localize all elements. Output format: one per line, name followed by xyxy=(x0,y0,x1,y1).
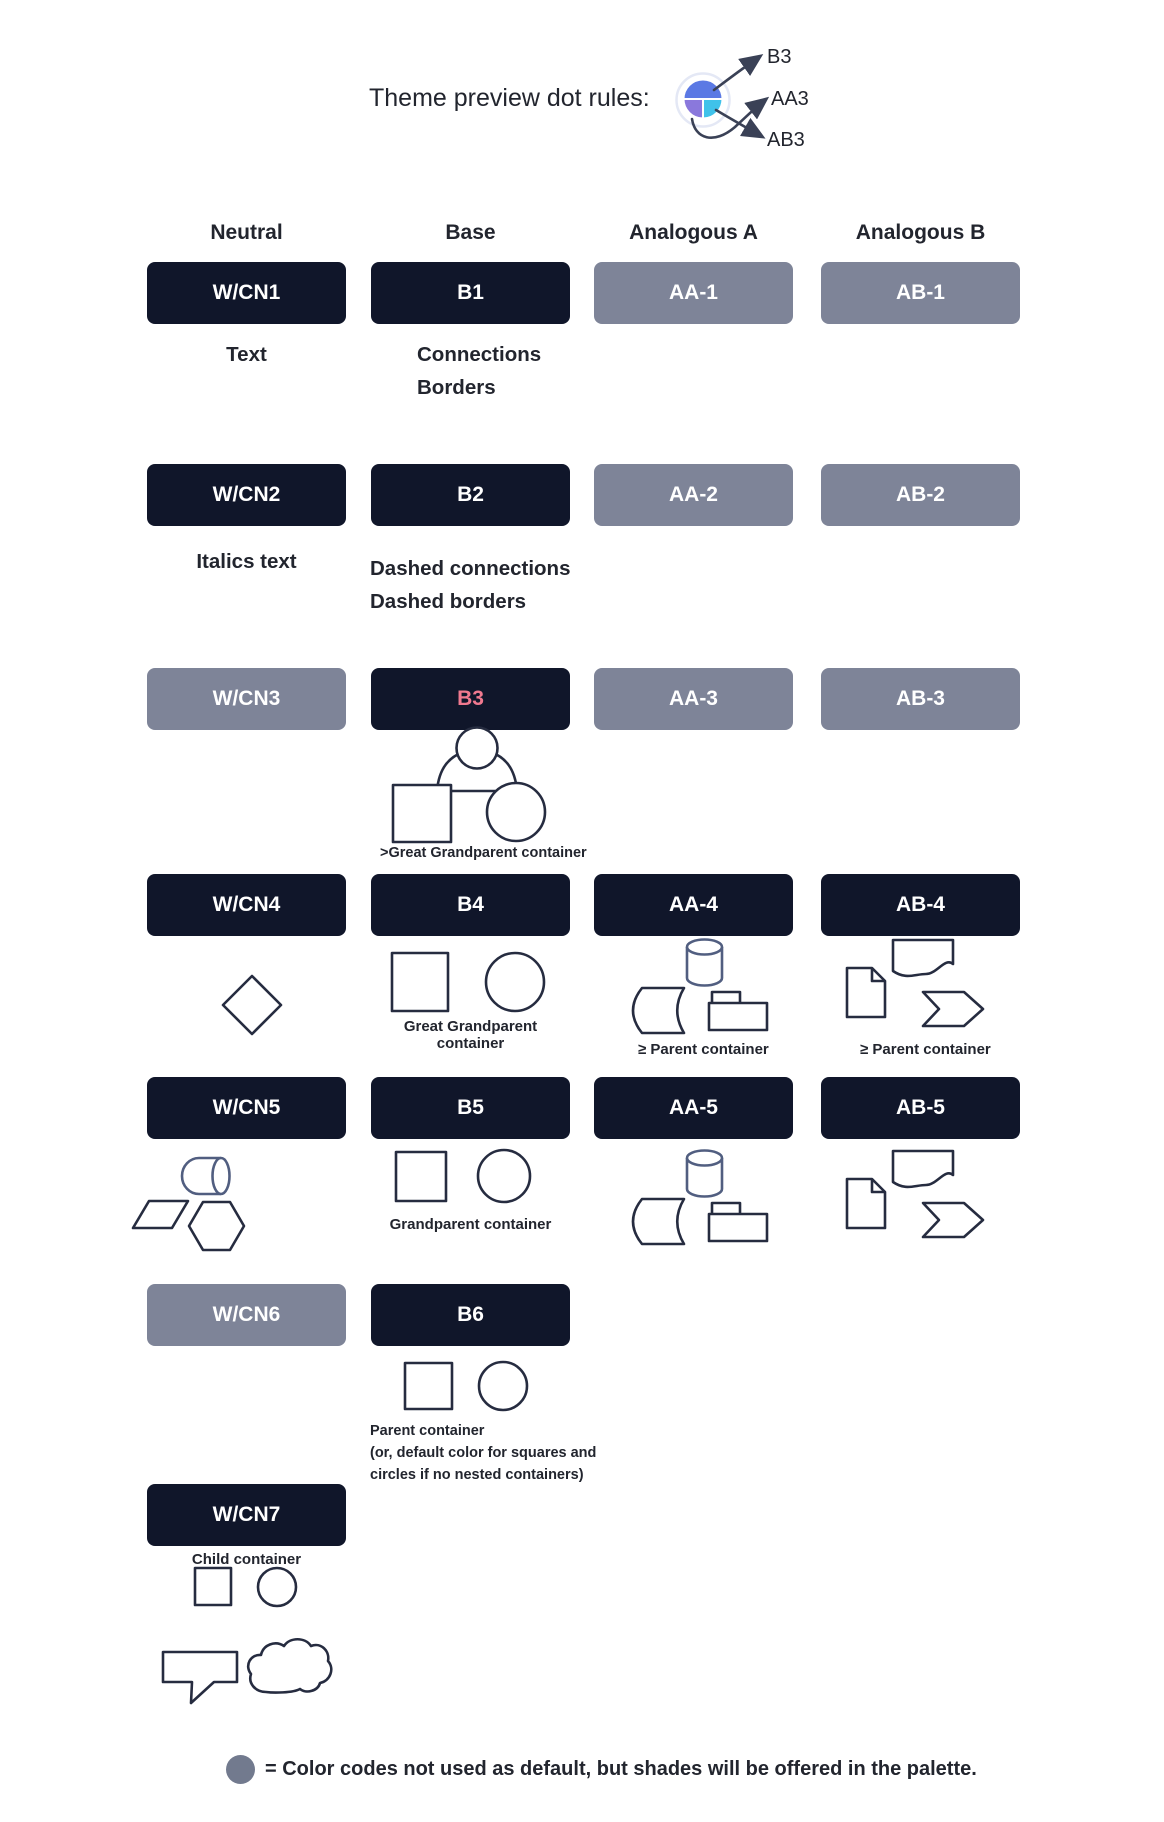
circle-shape xyxy=(487,783,545,841)
swatch-wcn2[interactable]: W/CN2 xyxy=(147,464,346,526)
circle-shape xyxy=(479,1362,527,1410)
wcn7-shapes xyxy=(163,1568,331,1703)
square-shape xyxy=(195,1568,231,1605)
speech-bubble-shape xyxy=(163,1652,237,1703)
swatch-ab1[interactable]: AB-1 xyxy=(821,262,1020,324)
caption-parent-b6-line3: circles if no nested containers) xyxy=(370,1467,584,1483)
theme-preview-dot xyxy=(677,57,766,138)
legend xyxy=(226,1755,977,1784)
b4-container-shapes xyxy=(392,953,544,1011)
swatch-ab2[interactable]: AB-2 xyxy=(821,464,1020,526)
wcn5-shapes xyxy=(133,1158,244,1250)
swatch-b1[interactable]: B1 xyxy=(371,262,570,324)
swatch-aa3[interactable]: AA-3 xyxy=(594,668,793,730)
ab4-shapes xyxy=(847,940,983,1026)
horizontal-cylinder-end-shape xyxy=(213,1158,230,1194)
swatch-aa4[interactable]: AA-4 xyxy=(594,874,793,936)
dot-rule-label-b3: B3 xyxy=(767,46,792,68)
caption-parent-aa4: ≥ Parent container xyxy=(638,1041,769,1058)
note-dashed-borders: Dashed borders xyxy=(370,590,527,613)
caption-parent-ab4: ≥ Parent container xyxy=(860,1041,991,1058)
swatch-b3[interactable]: B3 xyxy=(371,668,570,730)
arrow-to-aa3 xyxy=(692,100,765,138)
circle-shape xyxy=(486,953,544,1011)
swatch-aa1[interactable]: AA-1 xyxy=(594,262,793,324)
person-body-shape xyxy=(437,752,517,791)
swatch-wcn3[interactable]: W/CN3 xyxy=(147,668,346,730)
aa5-shapes xyxy=(633,1151,767,1245)
swatch-b2[interactable]: B2 xyxy=(371,464,570,526)
dot-segment-base xyxy=(684,80,723,99)
caption-great-grandparent-b3: >Great Grandparent container xyxy=(380,845,587,861)
swatch-ab3[interactable]: AB-3 xyxy=(821,668,1020,730)
b5-container-shapes xyxy=(396,1150,530,1202)
swatch-wcn1[interactable]: W/CN1 xyxy=(147,262,346,324)
note-dashed-connections: Dashed connections xyxy=(370,557,571,580)
caption-parent-b6-line2: (or, default color for squares and xyxy=(370,1445,597,1461)
caption-parent-b6-line1: Parent container xyxy=(370,1423,485,1439)
column-header-base: Base xyxy=(445,221,496,244)
diamond-shape xyxy=(223,976,281,1034)
circle-shape xyxy=(478,1150,530,1202)
caption-child-container: Child container xyxy=(191,1551,302,1568)
square-shape xyxy=(405,1363,452,1409)
b6-container-shapes xyxy=(405,1362,527,1410)
swatch-wcn6[interactable]: W/CN6 xyxy=(147,1284,346,1346)
swatch-wcn5[interactable]: W/CN5 xyxy=(147,1077,346,1139)
note-borders: Borders xyxy=(417,376,496,399)
horizontal-cylinder-shape xyxy=(182,1158,221,1194)
note-italics-text: Italics text xyxy=(196,550,297,573)
column-header-neutral: Neutral xyxy=(210,221,283,244)
page-title: Theme preview dot rules: xyxy=(369,84,650,112)
legend-text: = Color codes not used as default, but shades will be offered in the palette. xyxy=(265,1758,977,1780)
swatch-b5[interactable]: B5 xyxy=(371,1077,570,1139)
aa4-shapes xyxy=(633,940,767,1034)
swatch-ab4[interactable]: AB-4 xyxy=(821,874,1020,936)
swatch-ab5[interactable]: AB-5 xyxy=(821,1077,1020,1139)
column-header-analogous-a: Analogous A xyxy=(629,221,758,244)
parallelogram-shape xyxy=(133,1201,188,1228)
person-head-shape xyxy=(457,728,498,769)
cloud-shape xyxy=(248,1639,331,1692)
swatch-aa5[interactable]: AA-5 xyxy=(594,1077,793,1139)
square-shape xyxy=(392,953,448,1011)
note-text: Text xyxy=(226,343,267,366)
dot-halo-ring xyxy=(677,74,730,127)
swatch-wcn7[interactable]: W/CN7 xyxy=(147,1484,346,1546)
caption-parent-b6 xyxy=(370,1420,596,1486)
square-shape xyxy=(393,785,451,842)
swatch-b4[interactable]: B4 xyxy=(371,874,570,936)
circle-shape xyxy=(258,1568,296,1606)
ab5-shapes xyxy=(847,1151,983,1237)
dot-segment-analogous-b xyxy=(684,99,704,119)
square-shape xyxy=(396,1152,446,1201)
swatch-b6[interactable]: B6 xyxy=(371,1284,570,1346)
arrow-to-ab3 xyxy=(716,110,761,136)
arrow-to-b3 xyxy=(714,57,759,90)
caption-grandparent-b5: Grandparent container xyxy=(389,1216,552,1233)
swatch-wcn4[interactable]: W/CN4 xyxy=(147,874,346,936)
caption-great-grandparent-b4: Great Grandparent container xyxy=(403,1018,538,1052)
swatch-aa2[interactable]: AA-2 xyxy=(594,464,793,526)
dot-segment-analogous-a xyxy=(703,99,723,119)
note-connections: Connections xyxy=(417,343,542,366)
legend-gray-dot-icon xyxy=(226,1755,255,1784)
column-header-analogous-b: Analogous B xyxy=(855,221,986,244)
hexagon-shape xyxy=(189,1202,244,1250)
dot-rule-label-aa3: AA3 xyxy=(771,88,809,110)
b3-container-shapes xyxy=(393,728,545,843)
dot-rule-label-ab3: AB3 xyxy=(767,129,805,151)
